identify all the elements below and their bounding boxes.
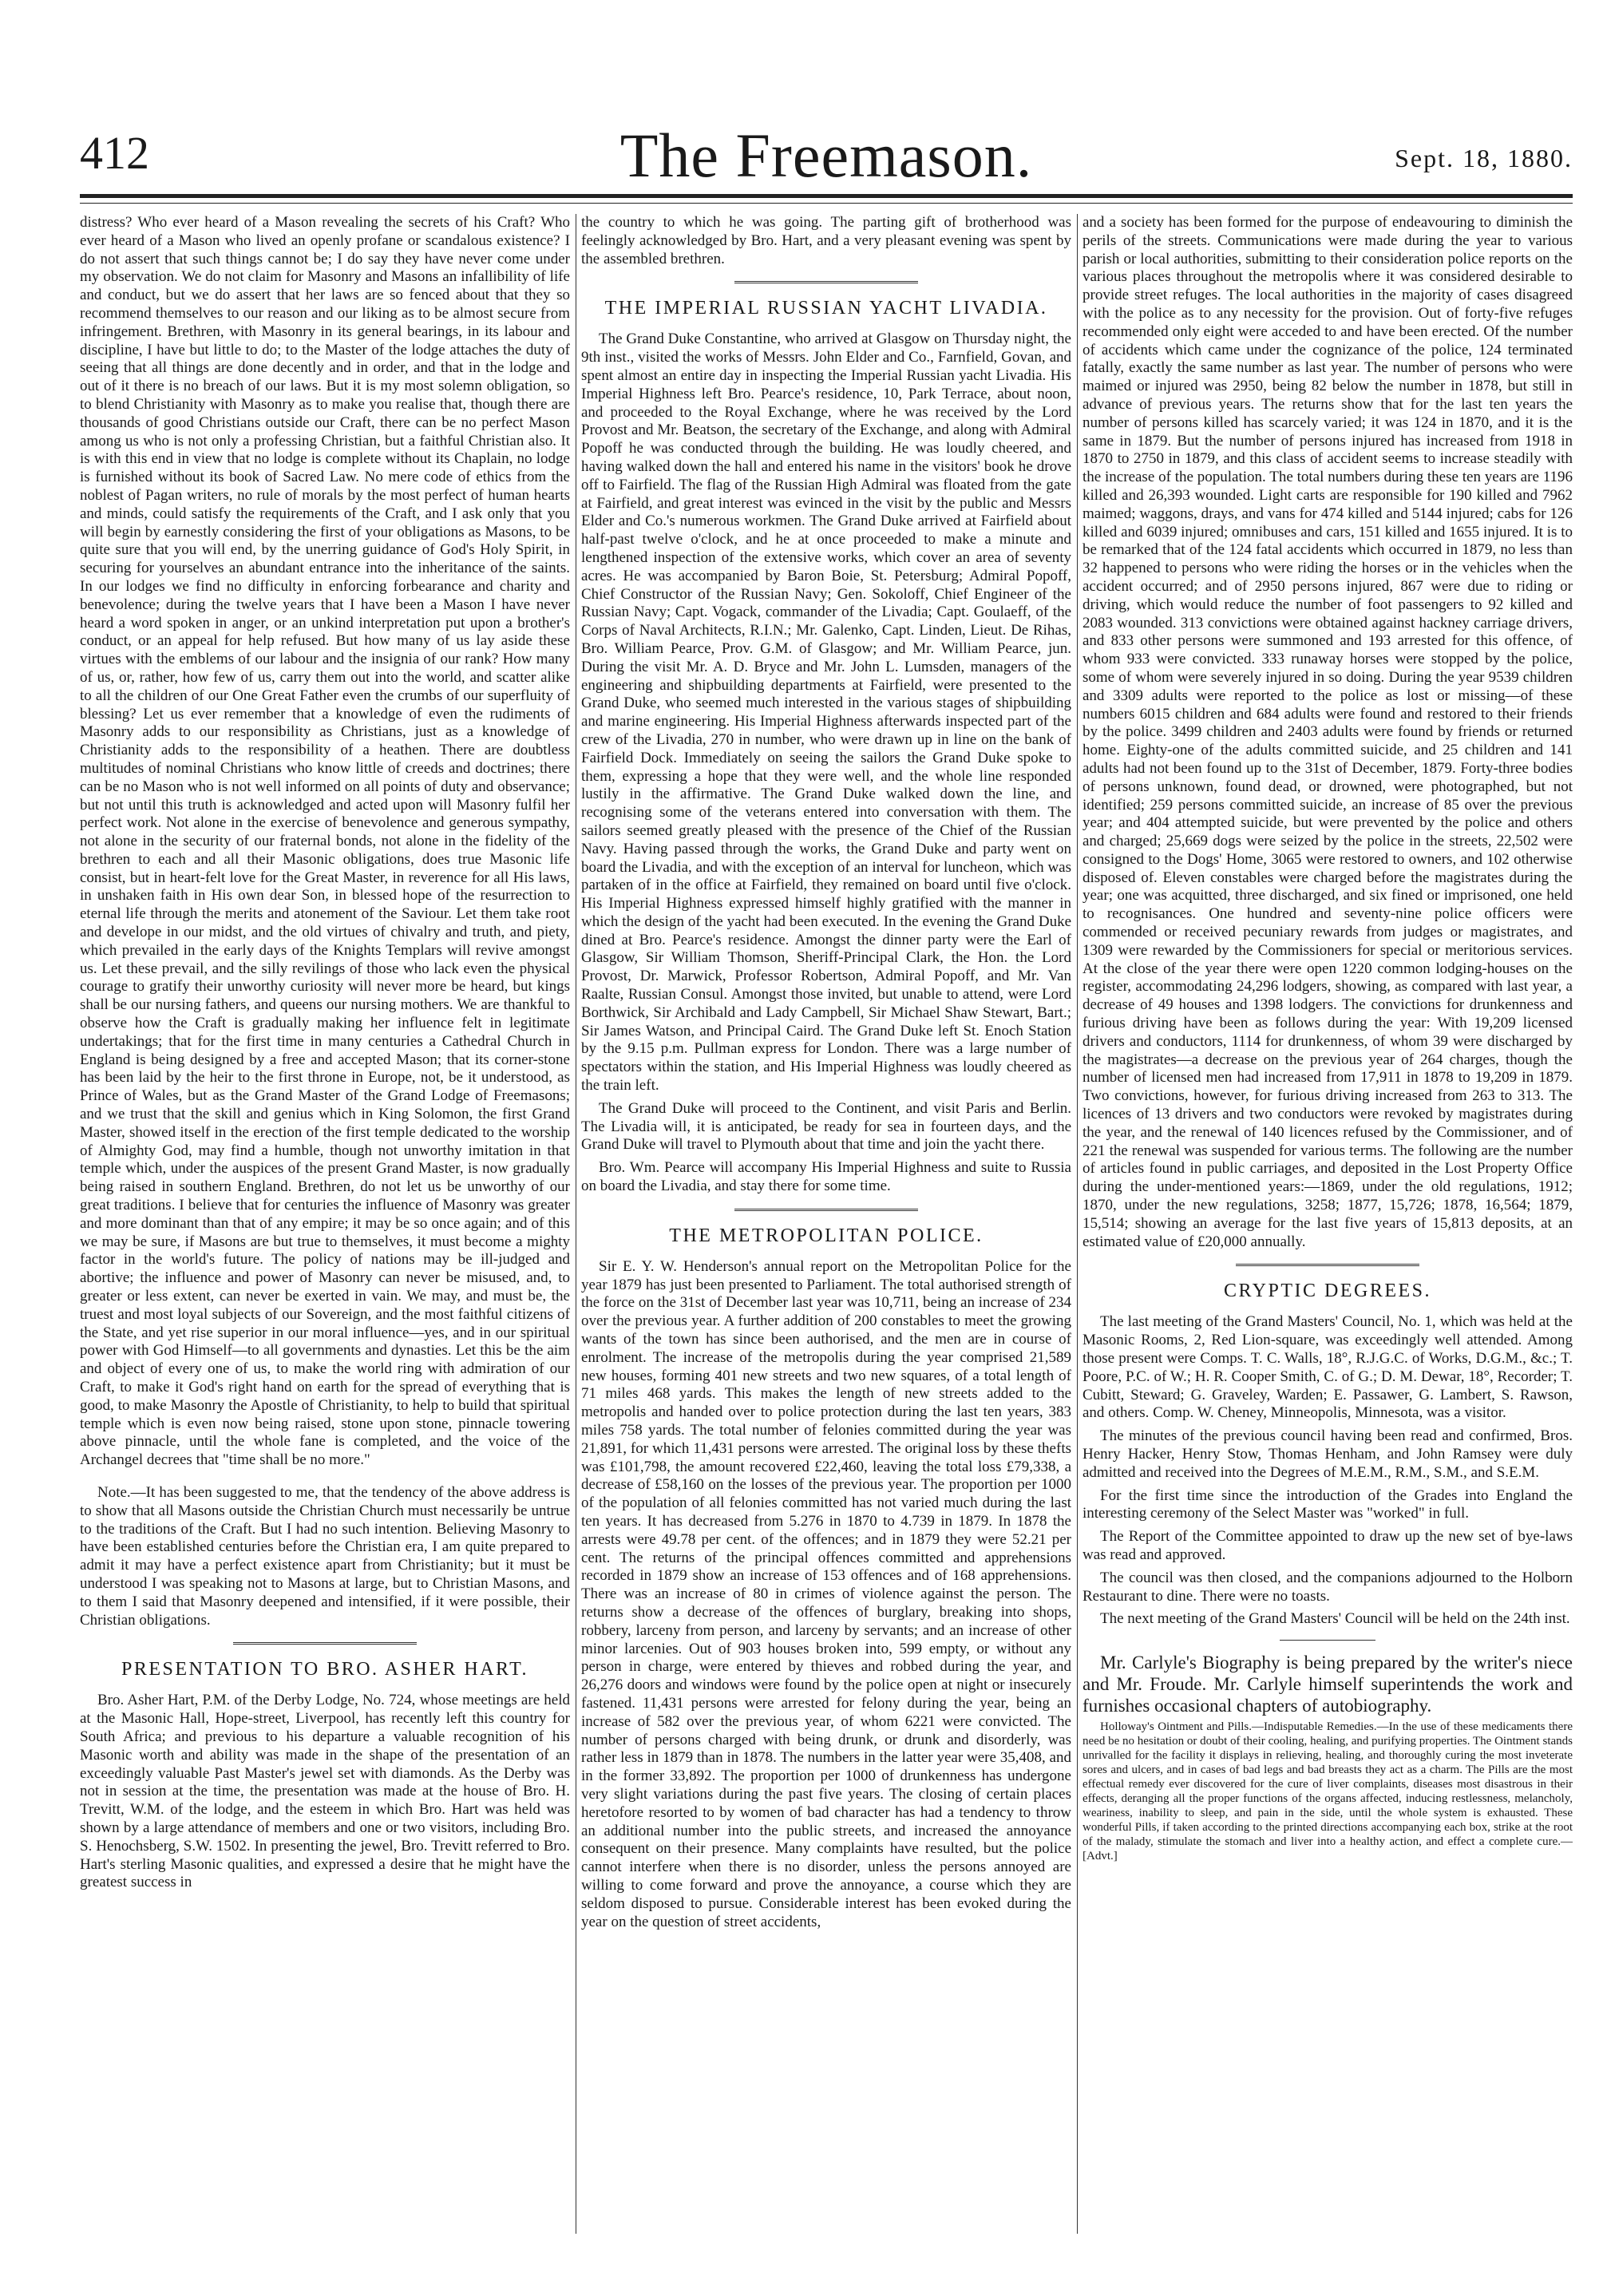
article-paragraph: Sir E. Y. W. Henderson's annual report on the Metropolitan Police for the year 1879 has just been presented to Parliament. The total authorised strength of the force on the 31st of December last year was 10,711, being an increase of 234 over the previous year. A further addition of 200 constables to meet the growing wants of the town has since been authorised, and the men are in course of enrolment. The increase of the metropolis during the year comprised 21,589 new houses, forming 401 new streets and two new squares, of a total length of 71 miles 468 yards. This makes the length of new streets added to the metropolis and handed over to police protection during the last ten years, 383 miles 758 yards. The total number of felonies committed during the year was 21,891, for which 11,431 persons were arrested. The original loss by these thefts was £101,798, the amount recovered £22,460, leaving the total loss £79,338, a decrease of £58,160 on the losses of the previous year. The proportion per 1000 of the population of all felonies committed has not varied much during the last ten years. It has decreased from 5.276 in 1870 to 4.739 in 1879. In 1878 the arrests were 49.78 per cent. of the offences; and in 1879 they were 52.21 per cent. The returns of the principal offences committed and apprehensions recorded in 1879 show an increase of 153 offences and of 168 apprehensions. There was an increase of 80 in crimes of violence against the person. The returns show a decrease of the offences of burglary, breaking into shops, robbery, larceny from person, and larceny by servants; and an increase of other minor larcenies. Out of 903 houses broken into, 599 empty, or without any person in charge, were entered by thieves and robbed during the year, and 26,276 doors and windows were found by the police open at night or insecurely fastened. 11,431 persons were arrested for felony during the year, being an increase of 582 over the previous year, of whom 6221 were convicted. The number of persons charged with being drunk, or drunk and disorderly, was rather less in 1879 than in 1878. The numbers in the latter year were 35,408, and in the former 33,892. The proportion per 1000 of drunkenness has undergone very slight variations during the past five years. The closing of certain places heretofore resorted to by women of bad character has had a tendency to throw an additional number into the public streets, and increased the annoyance consequent on their presence. Many complaints have resulted, but the police cannot interfere when there is no disorder, unless the persons annoyed are willing to come forward and prove the annoyance, a course which they are seldom disposed to pursue. Considerable interest has been evoked during the year on the question of street accidents, — [581, 1257, 1071, 1930]
article-paragraph: The last meeting of the Grand Masters' Council, No. 1, which was held at the Masonic Rooms, 2, Red Lion-square, was exceedingly well attended. Among those present were Comps. T. C. Walls, 18°, R.J.G.C. of Works, D.G.M., &c.; T. Poore, P.C. of W.; H. R. Cooper Smith, C. of G.; D. M. Dewar, 18°, Recorder; T. Cubitt, Steward; G. Graveley, Warden; E. Passawer, G. Lambert, S. Rawson, and others. Comp. W. Cheney, Minneopolis, Minnesota, was a visitor. — [1083, 1313, 1573, 1422]
article-paragraph: The Grand Duke will proceed to the Continent, and visit Paris and Berlin. The Livadia will, it is anticipated, be ready for sea in fourteen days, and the Grand Duke will travel to Plymouth about that time and join the yacht there. — [581, 1099, 1071, 1154]
article-paragraph: Bro. Wm. Pearce will accompany His Imperial Highness and suite to Russia on board the Livadia, and stay there for some time. — [581, 1159, 1071, 1195]
article-paragraph: distress? Who ever heard of a Mason revealing the secrets of his Craft? Who ever heard of a Mason who lived an openly profane or scandalous existence? I do not assert that such things cannot be; I do say they have never come under my observation. We do not claim for Masonry and Masons an infallibility of life and conduct, but we do assert that her laws are so fenced about that they so recommend themselves to our reason and our liking as to be almost secure from infringement. Brethren, with Masonry in its general bearings, in its labour and discipline, I have but little to do; to the Master of the lodge attaches the duty of seeing that all things are done decently and in order, and that in the lodge and out of it there is no breach of our laws. But it is my most solemn obligation, so to blend Christianity with Masonry as to make you realise that, though there are thousands of good Christians outside our Craft, there can be no perfect Mason among us who is not only a professing Christian, but a faithful Christian also. It is with this end in view that no lodge is complete without its Chaplain, no lodge is furnished without its book of Sacred Law. No mere code of ethics from the noblest of Pagan writers, no rule of morals by the most perfect of human hearts and minds, could satisfy the requirements of the Craft, and I ask only that you will begin by earnestly considering the first of your obligations as Masons, to be quite sure that you will end, by the unerring guidance of God's Holy Spirit, in securing for yourselves an abundant entrance into the inheritance of the saints. In our lodges we find no difficulty in enforcing forbearance and charity and benevolence; during the twelve years that I have been a Mason I have never heard a word spoken in anger, or an unkind interpretation put upon a brother's conduct, or an appeal for help refused. But how many of us lay aside these virtues with the emblems of our labour and the insignia of our rank? How many of us, or, rather, how few of us, carry them out into the world, and scatter alike to all the children of our One Great Father even the crumbs of our superfluity of blessing? Let us ever remember that a knowledge of even the rudiments of Masonry adds to our responsibility as Christians, just as a knowledge of Christianity adds to the responsibility of a heathen. There are doubtless multitudes of nominal Christians who know little of creeds and doctrines; there can be no Mason who is not well informed on all points of duty and observance; but not until this truth is acknowledged and acted upon will Masonry fulfil her perfect work. Not alone in the exercise of benevolence and generous sympathy, not alone in the security of our fraternal bonds, not alone in the fidelity of the brethren to each and all their Masonic obligations, does true Masonic life consist, but in heart-felt love for the Great Master, in reverence for all His laws, in unshaken faith in His own dear Son, in blessed hope of the resurrection to eternal life through the merits and atonement of the Saviour. Let them take root and develope in our midst, and the old virtues of chivalry and truth, and piety, which prevailed in the early days of the Knights Templars will revive amongst us. Let these prevail, and the silly revilings of those who lack even the physical courage to gratify their unworthy curiosity will never more be heard, but kings shall be our nursing fathers, and queens our nursing mothers. We are thankful to observe how the Craft is gradually making her influence felt in legitimate undertakings; that for the first time in many centuries a Cathedral Church in England is being designed by a free and accepted Mason; that its corner-stone has been laid by the heir to the first throne in Europe, not, be it understood, as Prince of Wales, but as the Grand Master of the Grand Lodge of Freemasons; and we trust that the skill and genius which in King Solomon, the first Grand Master, showed itself in the erection of the first temple dedicated to the worship of Almighty God, may find a humble, though not unworthy imitation in that temple which, under the auspices of the present Grand Master, is now gradually being raised in southern England. Brethren, do not let us be unworthy of our great traditions. I believe that for centuries the influence of Masonry was greater and more dominant than that of any empire; it may be so once again; and of this we may be sure, if Masons are but true to themselves, it must become a mighty factor in the world's future. The policy of nations may be ill-judged and abortive; the influence and power of Masonry can never be misused, and, to greater or less extent, can never be exerted in vain. We may, and must be, the truest and most loyal subjects of our Sovereign, and the most faithful citizens of the State, and yet rise superior in our moral influence—yes, and in our spiritual power with God Himself—to all governments and dynasties. Let this be the aim and object of every one of us, to make the world ring with admiration of our Craft, to make it God's right hand on earth for the spread of everything that is good, to make Masonry the Apostle of Christianity, to help to build that spiritual temple which is even now being raised, stone upon stone, pinnacle towering above pinnacle, until the whole fane is completed, and the voice of the Archangel decrees that "time shall be no more." — [80, 214, 570, 1469]
article-heading: PRESENTATION TO BRO. ASHER HART. — [121, 1659, 529, 1680]
article-heading: THE METROPOLITAN POLICE. — [669, 1225, 984, 1246]
page-number: 412 — [80, 127, 149, 179]
section-divider — [233, 1642, 417, 1648]
article-paragraph: The Grand Duke Constantine, who arrived at Glasgow on Thursday night, the 9th inst., visited the works of Messrs. John Elder and Co., Farnfield, Govan, and spent almost an entire day in inspecting the Imperial Russian yacht Livadia. His Imperial Highness left Bro. Pearce's residence, 10, Park Terrace, about noon, and proceeded to the Royal Exchange, where he was received by the Lord Provost and Mr. Beatson, the secretary of the Exchange, and along with Admiral Popoff he was conducted through the building. He was loudly cheered, and having walked down the hall and entered his name in the visitors' book he drove off to Fairfield. The flag of the Russian High Admiral was floated from the gate at Fairfield, and great interest was evinced in the visit by the public and Messrs Elder and Co.'s numerous workmen. The Grand Duke arrived at Fairfield about half-past twelve o'clock, and he at once proceeded to make a minute and lengthened inspection of the extensive works, which cover an area of seventy acres. He was accompanied by Baron Boie, St. Petersburg; Admiral Popoff, Chief Constructor of the Russian Navy; Gen. Sokoloff, Chief Engineer of the Russian Navy; Capt. Vogack, commander of the Livadia; Capt. Goulaeff, of the Corps of Naval Architects, R.I.N.; Mr. Galenko, Capt. Linden, Lieut. De Rihas, Bro. William Pearce, Prov. G.M. of Glasgow; and Mr. William Pearce, jun. During the visit Mr. A. D. Bryce and Mr. John L. Lumsden, managers of the engineering and shipbuilding departments at Fairfield, were presented to the Grand Duke, who seemed much interested in the various stages of shipbuilding and marine engineering. His Imperial Highness afterwards inspected part of the crew of the Livadia, 270 in number, who were drawn up in line on the bank of Fairfield Dock. Immediately on seeing the sailors the Grand Duke spoke to them, expressing a hope that they were well, and the whole line responded lustily in the affirmative. The Grand Duke walked down the line, and recognising some of the veterans entered into conversation with them. The sailors seemed greatly pleased with the presence of the Chief of the Russian Navy. Having passed through the works, the Grand Duke and party went on board the Livadia, and with the exception of an interval for luncheon, which was partaken of in the office at Fairfield, they remained on board until five o'clock. His Imperial Highness expressed himself highly gratified with the manner in which the design of the yacht had been executed. In the evening the Grand Duke dined at Bro. Pearce's residence. Amongst the dinner party were the Earl of Glasgow, Sir William Thomson, Sheriff-Principal Clark, the Hon. the Lord Provost, Dr. Marwick, Professor Robertson, Admiral Popoff, and Mr. Van Raalte, Russian Consul. Amongst those invited, but unable to attend, were Lord Borthwick, Sir Archibald and Lady Campbell, Sir Michael Shaw Stewart, Bart.; Sir James Watson, and Principal Caird. The Grand Duke left St. Enoch Station by the 9.15 p.m. Pullman express for London. There was a large number of spectators within the station, and His Imperial Highness was loudly cheered as the train left. — [581, 331, 1071, 1095]
article-paragraph: Bro. Asher Hart, P.M. of the Derby Lodge, No. 724, whose meetings are held at the Masonic Hall, Hope-street, Liverpool, has recently left this country for South Africa; and previous to his departure a valuable recognition of his Masonic worth and ability was made in the shape of the presentation of an exceedingly valuable Past Master's jewel set with diamonds. As the Derby was not in session at the time, the presentation was made at the house of Bro. H. Trevitt, W.M. of the lodge, and the esteem in which Bro. Hart was held was shown by a large attendance of members and one or two visitors, including Bro. S. Henochsberg, S.W. 1502. In presenting the jewel, Bro. Trevitt referred to Bro. Hart's sterling Masonic qualities, and expressed a desire that he might have the greatest success in — [80, 1692, 570, 1891]
news-item-carlyle: Mr. Carlyle's Biography is being prepared by the writer's niece and Mr. Froude. Mr. Carlyle himself superintends the work and furnishes occasional chapters of autobiography. — [1083, 1653, 1573, 1716]
article-paragraph: the country to which he was going. The parting gift of brotherhood was feelingly acknowledged by Bro. Hart, and a very pleasant evening was spent by the assembled brethren. — [581, 214, 1071, 267]
issue-date: Sept. 18, 1880. — [1395, 144, 1573, 172]
newspaper-title: The Freemason. — [619, 121, 1033, 190]
article-paragraph: The next meeting of the Grand Masters' Council will be held on the 24th inst. — [1100, 1610, 1570, 1628]
article-heading: CRYPTIC DEGREES. — [1223, 1281, 1432, 1302]
section-divider — [1236, 1264, 1419, 1269]
column-3 — [1083, 214, 1573, 2242]
advertisement: Holloway's Ointment and Pills.—Indisputable Remedies.—In the use of these medicaments there need be no hesitation or doubt of their cooling, healing, and purifying properties. The Ointment stands unrivalled for the facility it displays in relieving, healing, and thoroughly curing the most inveterate sores and ulcers, and in cases of bad legs and bad breasts they act as a charm. The Pills are the most effectual remedy ever discovered for the cure of liver complaints, diseases most disastrous in their effects, deranging all the proper functions of the organs affected, inducing restlessness, melancholy, weariness, inability to sleep, and pain in the side, until the whole system is exhausted. These wonderful Pills, if taken according to the printed directions accompanying each box, strike at the root of the malady, stimulate the stomach and liver into a healthy action, and effect a complete cure.—[Advt.] — [1083, 1720, 1573, 1863]
article-paragraph: The minutes of the previous council having been read and confirmed, Bros. Henry Hacker, Henry Stow, Thomas Henham, and John Ramsey were duly admitted and received into the Degrees of M.E.M., R.M., S.M., and S.E.M. — [1083, 1427, 1573, 1481]
column-1 — [80, 214, 570, 2242]
masthead-rule-thin — [80, 203, 1573, 204]
section-divider — [734, 281, 918, 287]
article-note: Note.—It has been suggested to me, that the tendency of the above address is to show that all Masons outside the Christian Church must necessarily be untrue to the traditions of the Craft. But I had no such intention. Believing Masonry to have been established centuries before the Christian era, I am quite prepared to admit it may have a perfect existence apart from Christianity; but it must be understood I was speaking not to Masons at large, but to Christian Masons, and to them I said that Masonry deepened and intensified, if it were possible, their Christian obligations. — [80, 1483, 570, 1629]
article-paragraph: For the first time since the introduction of the Grades into England the interesting ceremony of the Select Master was "worked" in full. — [1083, 1486, 1573, 1522]
article-paragraph: The council was then closed, and the companions adjourned to the Holborn Restaurant to dine. There were no toasts. — [1083, 1569, 1573, 1605]
article-heading: THE IMPERIAL RUSSIAN YACHT LIVADIA. — [604, 298, 1048, 319]
masthead — [80, 120, 1573, 192]
article-paragraph: and a society has been formed for the purpose of endeavouring to diminish the perils of the streets. Communications were made during the year to various parish or local authorities, submitting to their consideration police reports on the various places throughout the metropolis where it was considered desirable to provide street refuges. The local authorities in the majority of cases disagreed with the police as to any necessity for the provision. Out of forty-five refuges recommended only eight were acceded to and have been erected. Of the number of accidents which came under the cognizance of the police, 124 terminated fatally, exactly the same number as last year. The number of persons who were maimed or injured was 2950, being 82 below the number in 1878, but still in advance of previous years. The returns show that for the last ten years the number of persons killed has scarcely varied; it was 124 in 1870, and it is the same in 1879. But the number of persons injured has increased from 1918 in 1870 to 2750 in 1879, and this class of accident seems to increase steadily with the increase of the population. The total numbers during these ten years are 1196 killed and 26,393 wounded. Light carts are responsible for 190 killed and 7962 maimed; waggons, drays, and vans for 474 killed and 5144 injured; cabs for 126 killed and 6039 injured; omnibuses and cars, 151 killed and 1655 injured. It is to be remarked that of the 124 fatal accidents which occurred in 1879, no less than 32 happened to persons who were riding the horses or in the vehicles when the accident occurred; and of 2950 persons injured, 867 were due to riding or driving, which would reduce the number of foot passengers to 92 killed and 2083 wounded. 313 convictions were obtained against hackney carriage drivers, and 833 other persons were summoned and 193 arrested for this offence, of whom 933 were convicted. 333 runaway horses were stopped by the police, some of whom were severely injured in so doing. During the year 9539 children and 3309 adults were reported to the police as lost or missing—of these numbers 6015 children and 684 adults were found and restored to their friends by the police. 3499 children and 2403 adults were found by friends or returned home. Eighty-one of the adults committed suicide, and 25 children and 141 adults had not been found up to the 31st of December, 1879. Forty-three bodies of persons unknown, found dead, or drowned, were photographed, but not identified; 259 persons committed suicide, an increase of 85 over the previous year; and 404 attempted suicide, but were prevented by the police and others and charged; 25,669 dogs were seized by the police in the streets, 22,502 were consigned to the Dogs' Home, 3065 were restored to owners, and 102 otherwise disposed of. Eleven constables were charged before the magistrates during the year; one was acquitted, three discharged, and six fined or imprisoned, one held to recognisances. One hundred and seventy-nine police officers were commended or received pecuniary rewards from judges or magistrates, and 1309 were rewarded by the Commissioners for special or meritorious services. At the close of the year there were open 1220 common lodging-houses on the register, accommodating 24,296 lodgers, showing, as compared with last year, a decrease of 49 houses and 1398 lodgers. The convictions for drunkenness and furious driving have been as follows during the year: With 19,209 licensed drivers and conductors, 1114 for drunkenness, of whom 39 were discharged by the magistrates—a decrease on the previous year of 264 charges, though the number of licensed men had increased from 17,911 in 1878 to 19,209 in 1879. Two convictions, however, for furious driving increased from 263 to 313. The licences of 13 drivers and two conductors were revoked by magistrates during the year, and the renewal of 140 licences refused by the Commissioner, and of 221 the renewal was suspended for various terms. The following are the number of articles found in public carriages, and deposited in the Lost Property Office during the under-mentioned years:—1869, under the old regulations, 1912; 1870, under the new regulations, 3258; 1877, 15,726; 1878, 16,564; 1879, 15,514; showing an average for the last five years of 15,813 deposits, at an estimated value of £20,000 annually. — [1083, 214, 1573, 1250]
column-2 — [581, 214, 1071, 2242]
column-divider — [1077, 214, 1078, 2234]
masthead-rule — [80, 194, 1573, 198]
section-divider — [1280, 1640, 1375, 1641]
article-paragraph: The Report of the Committee appointed to draw up the new set of bye-laws was read and approved. — [1083, 1528, 1573, 1563]
section-divider — [734, 1209, 918, 1214]
